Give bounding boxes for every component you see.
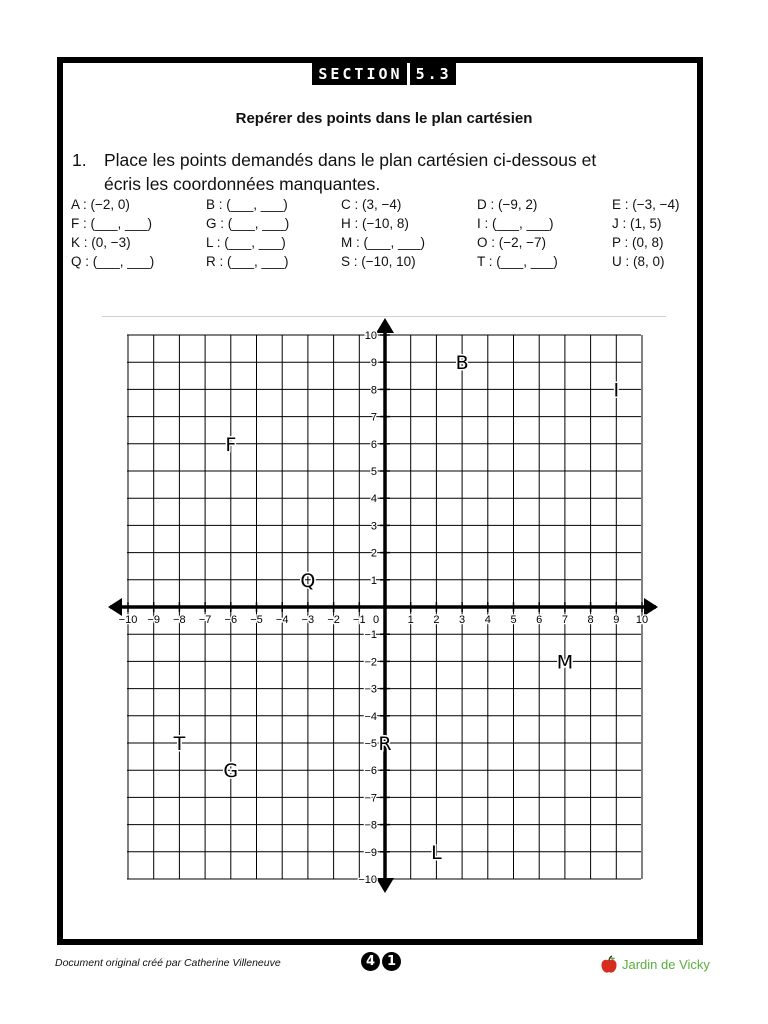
y-tick-label: 5 (370, 466, 377, 478)
y-tick-label: −2 (364, 656, 377, 669)
y-tick-label: 1 (370, 574, 377, 587)
point-entry: P : (0, 8) (612, 235, 664, 250)
point-label-f: F (225, 433, 237, 456)
y-tick-label: −6 (364, 765, 377, 778)
y-tick-label: 10 (364, 330, 377, 342)
page-number (361, 952, 401, 971)
x-tick-label: −2 (327, 614, 340, 626)
point-entry: L : (___, ___) (206, 235, 286, 250)
x-tick-label: 6 (536, 614, 543, 626)
page-subtitle: Repérer des points dans le plan cartésien (235, 110, 533, 127)
point-entry: D : (−9, 2) (477, 197, 538, 212)
point-entry: C : (3, −4) (341, 197, 402, 212)
x-tick-label: 1 (407, 614, 414, 626)
x-tick-label: 7 (561, 614, 568, 626)
x-tick-label: −6 (224, 614, 238, 626)
y-tick-label: −7 (364, 792, 377, 805)
x-tick-label: −10 (118, 614, 138, 626)
origin-label: 0 (372, 614, 380, 626)
point-label-r: R (378, 733, 392, 755)
page-digit: 1 (382, 952, 401, 971)
point-entry: U : (8, 0) (612, 254, 665, 269)
x-tick-label: −5 (250, 614, 263, 626)
y-tick-label: 9 (370, 357, 377, 370)
y-tick-label: 2 (370, 547, 377, 560)
x-tick-label: −4 (275, 614, 289, 626)
y-tick-label: 4 (370, 493, 377, 506)
section-word: SECTION (312, 62, 406, 85)
y-axis-arrow-down (376, 878, 394, 893)
x-tick-label: −7 (198, 614, 212, 626)
point-label-l: L (431, 841, 442, 864)
point-entry: H : (−10, 8) (341, 216, 409, 231)
point-entry: I : (___, ___) (477, 216, 554, 231)
x-tick-label: −8 (173, 614, 186, 626)
x-tick-label: 9 (613, 614, 620, 626)
x-tick-label: −3 (301, 614, 315, 626)
point-entry: M : (___, ___) (341, 235, 426, 250)
point-entry: J : (1, 5) (612, 216, 662, 231)
point-entry: T : (___, ___) (477, 254, 558, 269)
y-tick-label: −3 (364, 683, 377, 696)
point-entry: F : (___, ___) (71, 216, 153, 231)
point-label-q: Q (300, 569, 316, 592)
point-entry: B : (___, ___) (206, 197, 288, 212)
point-label-g: G (223, 760, 239, 783)
x-tick-label: 4 (484, 614, 491, 626)
y-tick-label: 3 (370, 520, 377, 533)
brand-name: Jardin de Vicky (622, 957, 710, 972)
y-tick-label: 7 (370, 411, 377, 424)
x-tick-label: 8 (587, 614, 594, 626)
y-tick-label: −8 (364, 819, 377, 832)
point-label-t: T (173, 733, 186, 755)
point-entry: G : (___, ___) (206, 216, 290, 231)
apple-icon (600, 955, 618, 974)
point-entry: K : (0, −3) (71, 235, 131, 250)
instruction-line-1: Place les points demandés dans le plan cartésien ci-dessous et (104, 150, 597, 170)
x-tick-label: −1 (353, 614, 366, 626)
point-label-m: M (556, 651, 574, 674)
point-entry: Q : (___, ___) (71, 254, 155, 269)
point-entry: E : (−3, −4) (612, 197, 680, 212)
instruction-line-2: écris les coordonnées manquantes. (104, 174, 381, 194)
x-tick-label: −9 (147, 614, 160, 626)
y-tick-label: −4 (364, 710, 377, 723)
x-tick-label: 5 (510, 614, 517, 626)
page-digit: 4 (361, 952, 380, 971)
y-tick-label: −1 (364, 629, 377, 642)
footer-credit: Document original créé par Catherine Villeneuve (55, 957, 281, 969)
y-tick-label: −5 (364, 738, 377, 750)
y-tick-label: 6 (370, 438, 377, 451)
point-entry: A : (−2, 0) (71, 197, 130, 212)
section-number: 5.3 (410, 62, 456, 85)
point-label-i: I (613, 379, 620, 402)
y-tick-label: −9 (364, 846, 377, 859)
point-entry: R : (___, ___) (206, 254, 289, 269)
y-tick-label: −10 (358, 874, 377, 886)
point-entry: S : (−10, 10) (341, 254, 416, 269)
brand (600, 955, 710, 974)
x-tick-label: 3 (459, 614, 466, 626)
point-label-b: B (455, 352, 469, 375)
question-number: 1. (72, 150, 87, 170)
x-tick-label: 2 (433, 614, 440, 626)
point-entry: O : (−2, −7) (477, 235, 547, 250)
x-tick-label: 10 (635, 614, 649, 626)
y-axis-arrow-up (376, 318, 394, 333)
y-tick-label: 8 (370, 384, 377, 397)
